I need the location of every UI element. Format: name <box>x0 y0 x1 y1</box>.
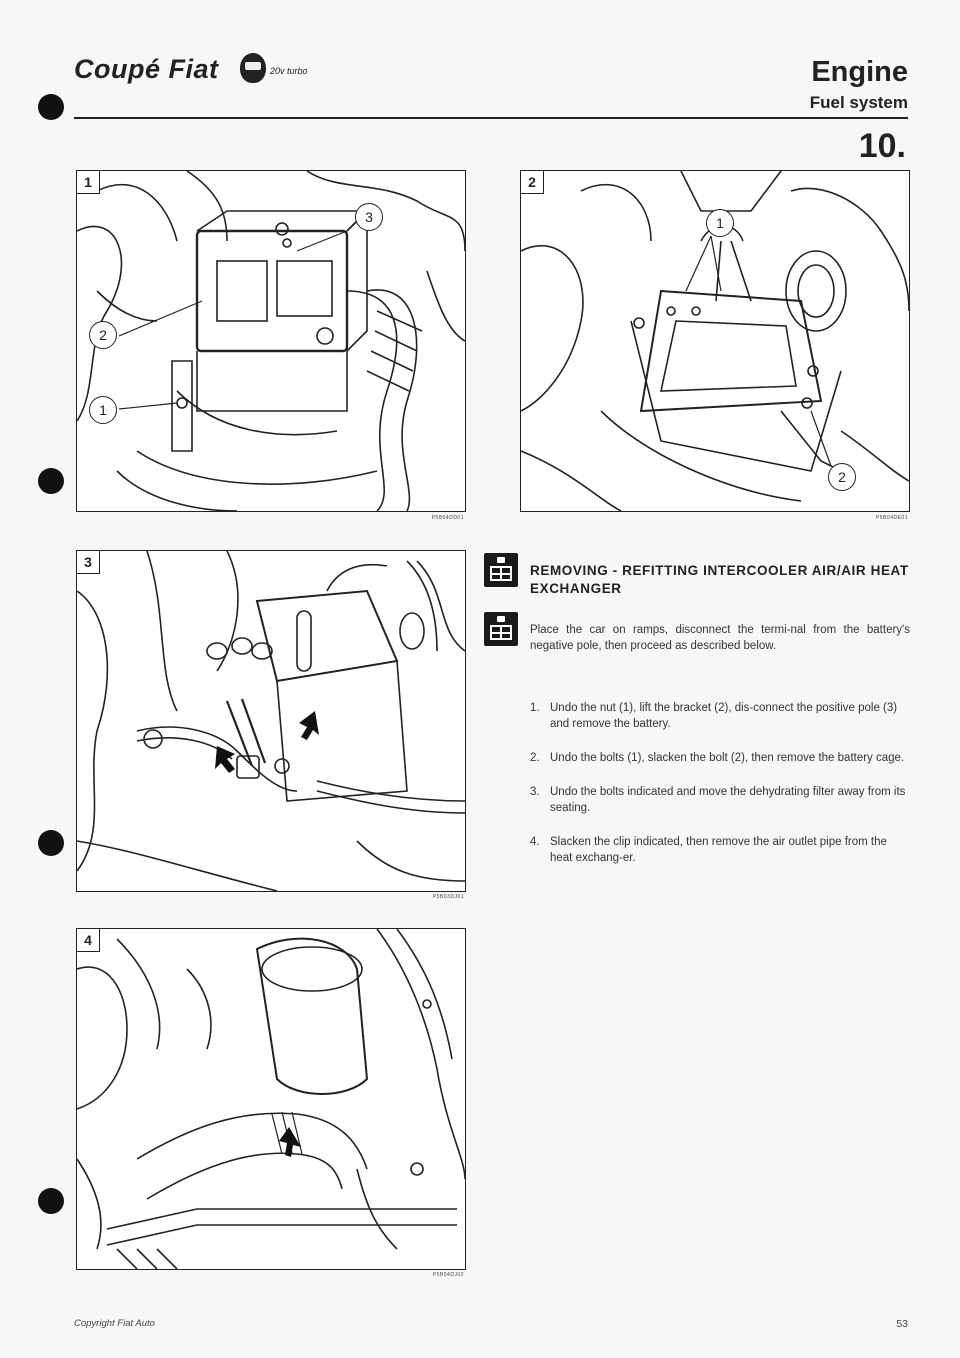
punch-hole <box>38 468 64 494</box>
figure-2-illustration <box>520 170 910 512</box>
page-number: 53 <box>896 1318 908 1330</box>
figure-code: P5B04DD01 <box>431 515 464 521</box>
procedure-step <box>530 750 910 766</box>
procedure-step <box>530 834 910 866</box>
procedure-heading: REMOVING - REFITTING INTERCOOLER AIR/AIR HEAT EXCHANGER <box>530 563 909 596</box>
figure-number: 2 <box>521 171 544 194</box>
punch-hole <box>38 94 64 120</box>
step-text: Undo the bolts (1), slacken the bolt (2), then remove the battery cage. <box>550 752 905 764</box>
figure-code: P5B03DJ01 <box>432 894 464 900</box>
procedure-step <box>530 784 910 816</box>
battery-illustration <box>77 171 465 511</box>
figure-1-illustration <box>76 170 466 512</box>
step-text: Slacken the clip indicated, then remove the air outlet pipe from the heat exchang-er. <box>550 836 887 864</box>
dehydrating-filter-illustration <box>77 551 465 891</box>
step-number: 1. <box>530 702 540 714</box>
callout-marker: 3 <box>355 203 383 231</box>
figure-number: 4 <box>77 929 100 952</box>
step-text: Undo the nut (1), lift the bracket (2), dis-connect the positive pole (3) and remove the battery. <box>550 702 898 730</box>
procedure-steps <box>530 700 910 884</box>
section-title: Engine <box>811 56 908 88</box>
brand-tagline: 20v turbo <box>270 66 308 76</box>
callout-marker: 2 <box>828 463 856 491</box>
figure-number: 3 <box>77 551 100 574</box>
callout-marker: 1 <box>706 209 734 237</box>
brand-title: Coupé Fiat <box>74 54 219 84</box>
section-number: 10. <box>858 127 906 165</box>
air-outlet-pipe-illustration <box>77 929 465 1269</box>
figure-4-illustration <box>76 928 466 1270</box>
subsection-title: Fuel system <box>809 93 908 112</box>
header-divider <box>74 117 908 119</box>
procedure-step <box>530 700 910 732</box>
figure-code: P5B04DJ02 <box>432 1272 464 1278</box>
figure-3-illustration <box>76 550 466 892</box>
refitting-procedure-icon <box>484 612 518 646</box>
removal-procedure-icon <box>484 553 518 587</box>
punch-hole <box>38 830 64 856</box>
figure-number: 1 <box>77 171 100 194</box>
copyright-notice: Copyright Fiat Auto <box>74 1318 155 1329</box>
fiat-logo-icon <box>240 53 266 83</box>
step-number: 3. <box>530 786 540 798</box>
callout-marker: 1 <box>89 396 117 424</box>
callout-marker: 2 <box>89 321 117 349</box>
punch-hole <box>38 1188 64 1214</box>
step-number: 2. <box>530 752 540 764</box>
procedure-intro: Place the car on ramps, disconnect the termi-nal from the battery's negative pole, then proceed as described below. <box>530 624 910 652</box>
step-number: 4. <box>530 836 540 848</box>
step-text: Undo the bolts indicated and move the dehydrating filter away from its seating. <box>550 786 906 814</box>
figure-code: P5B04DE01 <box>875 515 908 521</box>
